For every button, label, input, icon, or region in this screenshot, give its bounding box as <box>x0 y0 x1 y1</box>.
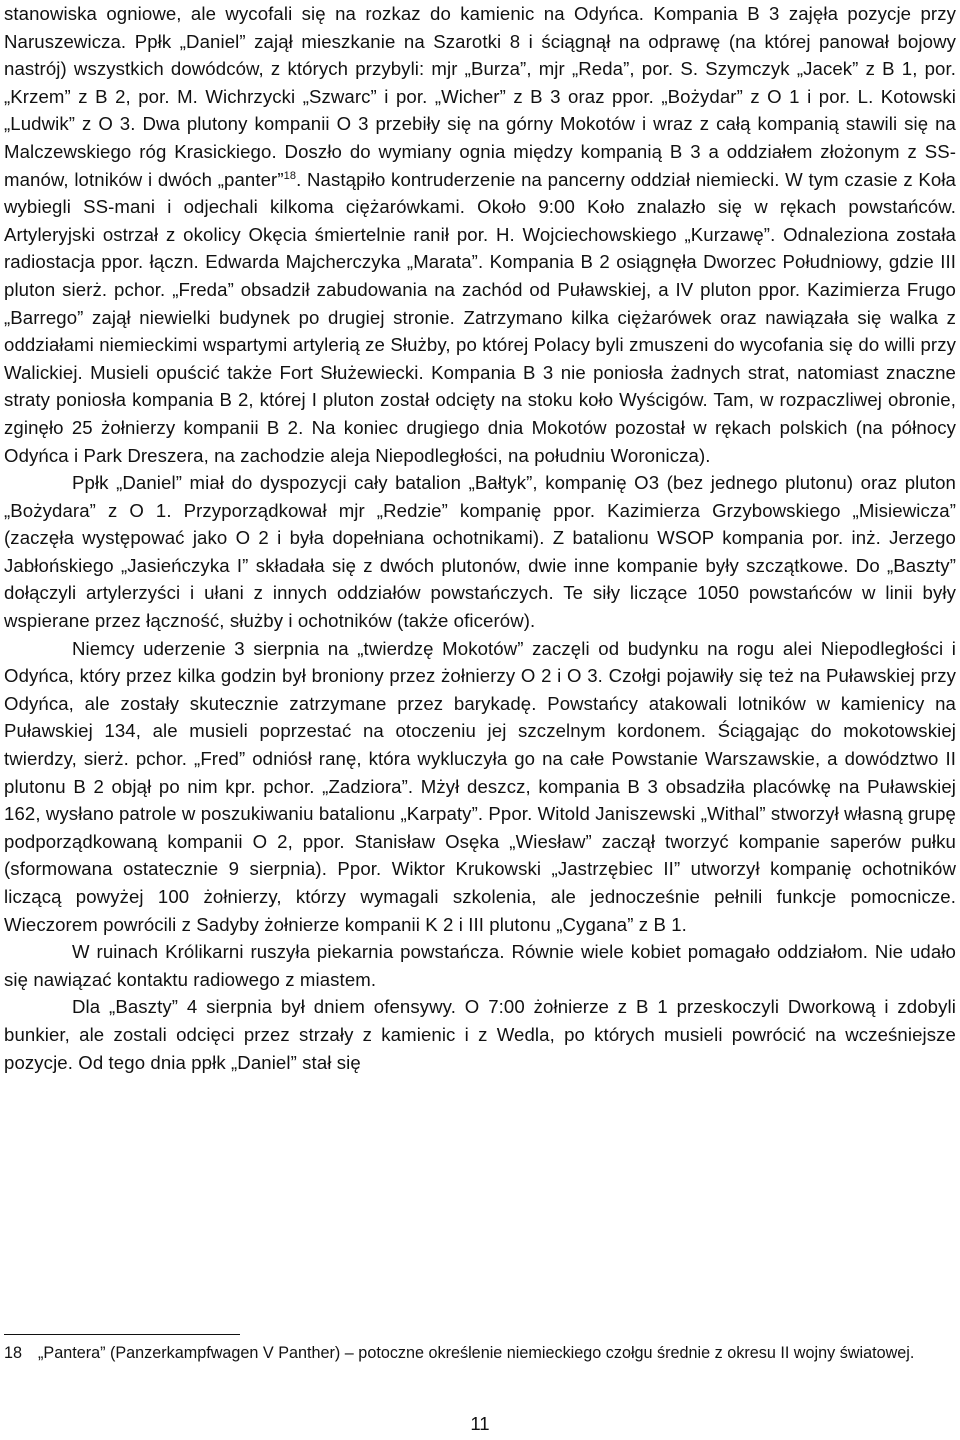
paragraph-4: W ruinach Królikarni ruszyła piekarnia powstańcza. Równie wiele kobiet pomagało oddziałom. Nie udało się nawiązać kontaktu radiowego z miastem. <box>4 941 956 990</box>
footnote-text: „Pantera” (Panzerkampfwagen V Panther) – potoczne określenie niemieckiego czołgu średnie z okresu II wojny światowej. <box>38 1344 915 1362</box>
page-number: 11 <box>470 1413 490 1434</box>
paragraph-3: Niemcy uderzenie 3 sierpnia na „twierdzę Mokotów” zaczęli od budynku na rogu alei Niepodległości i Odyńca, który przez kilka godzin był broniony przez żołnierzy O 2 i O 3. Czołgi pojawiły się też na Puławskiej przy Odyńca, ale zostały skutecznie zatrzymane przez barykadę. Powstańcy atakowali lotników w kamienicy na Puławskiej 134, ale musieli poprzestać na otoczeniu jej szczelnym kordonem. Ściągając do mokotowskiej twierdzy, sierż. pchor. „Fred” odniósł ranę, która wykluczyła go na całe Powstanie Warszawskie, a dowództwo II plutonu B 2 objął po nim kpr. pchor. „Zadziora”. Mżył deszcz, kompania B 3 obsadziła placówkę na Puławskiej 162, wysłano patrole w poszukiwaniu batalionu „Karpaty”. Ppor. Witold Janiszewski „Withal” stworzył własną grupę podporządkowaną kompanii O 2, ppor. Stanisław Osęka „Wiesław” zaczął tworzyć kompanie saperów pułku (sformowana ostatecznie 9 sierpnia). Ppor. Wiktor Krukowski „Jastrzębiec II” utworzył kompanię ochotników liczącą powyżej 100 żołnierzy, którzy wymagali szkolenia, ale jednocześnie pełnili funkcje pomocnicze. Wieczorem powrócili z Sadyby żołnierze kompanii K 2 i III plutonu „Cygana” z B 1. <box>4 637 956 935</box>
footnote-reference-18: 18 <box>283 169 297 182</box>
paragraph-1-text-a: stanowiska ogniowe, ale wycofali się na rozkaz do kamienic na Odyńca. Kompania B 3 zajęła pozycje przy Naruszewicza. Ppłk „Daniel” zajął mieszkanie na Szarotki 8 i ściągnął na odprawę (na której panował bojowy nastrój) wszystkich dowódców, z których przybyli: mjr „Burza”, mjr „Reda”, por. S. Szymczyk „Jacek” z B 1, por. „Krzem” z B 2, por. M. Wichrzycki „Szwarc” i por. „Wicher” z B 3 oraz ppor. „Bożydar” z O 1 i por. L. Kotowski „Ludwik” z O 3. Dwa plutony kompanii O 3 przebiły się na górny Mokotów i wraz z całą kompanią stawili się na Malczewskiego róg Krasickiego. Doszło do wymiany ognia między kompanią B 3 a oddziałem złożonym z SS-manów, lotników i dwóch „panter” <box>4 3 956 190</box>
paragraph-1 <box>4 0 956 469</box>
footnote-separator <box>4 1334 240 1335</box>
paragraph-2: Ppłk „Daniel” miał do dyspozycji cały batalion „Bałtyk”, kompanię O3 (bez jednego plutonu) oraz pluton „Bożydara” z O 1. Przyporządkował mjr „Redzie” kompanię ppor. Kazimierza Grzybowskiego „Misiewicza” (zaczęła występować jako O 2 i była dopełniana ochotnikami). Z batalionu WSOP kompania por. inż. Jerzego Jabłońskiego „Jasieńczyka I” składała się z dwóch plutonów, dwie inne kompanie były szczątkowe. Do „Baszty” dołączyli artylerzyści i ułani z innych oddziałów powstańczych. Te siły liczące 1050 powstańców w linii były wspierane przez łączność, służby i ochotników (także oficerów). <box>4 472 956 632</box>
paragraph-5: Dla „Baszty” 4 sierpnia był dniem ofensywy. O 7:00 żołnierze z B 1 przeskoczyli Dworkową i zdobyli bunkier, ale zostali odcięci przez strzały z kamienic i z Wedla, po których musieli powrócić na wcześniejsze pozycje. Od tego dnia ppłk „Daniel” stał się <box>4 996 956 1073</box>
paragraph-1-text-b: . Nastąpiło kontruderzenie na pancerny oddział niemiecki. W tym czasie z Koła wybiegli SS-mani i odjechali kilkoma ciężarówkami. Około 9:00 Koło znalazło się w rękach powstańców. Artyleryjski ostrzał z okolicy Okęcia śmiertelnie ranił por. H. Wojciechowskiego „Kurzawę”. Odnaleziona została radiostacja ppor. łączn. Edwarda Majcherczyka „Marata”. Kompania B 2 osiągnęła Dworzec Południowy, gdzie III pluton sierż. pchor. „Freda” obsadził zabudowania na zachód od Puławskiej, a IV pluton ppor. Kazimierza Frugo „Barrego” zajął niewielki budynek po drugiej stronie. Zatrzymano kilka ciężarówek oraz nawiązała się walka z oddziałami niemieckimi wspartymi artylerią ze Służby, po której Polacy byli zmuszeni do wycofania się do willi przy Walickiej. Musieli opuścić także Fort Służewiecki. Kompania B 3 nie poniosła żadnych strat, natomiast znaczne straty poniosła kompania B 2, której I pluton został odcięty na stoku koło Wyścigów. Tam, w rozpaczliwej obronie, zginęło 25 żołnierzy kompanii B 2. Na koniec drugiego dnia Mokotów pozostał w rękach polskich (na północy Odyńca i Park Dreszera, na zachodzie aleja Niepodległości, na południu Woronicza). <box>4 168 956 466</box>
page-body <box>4 0 956 1076</box>
footnote-number: 18 <box>4 1344 23 1362</box>
footnote-18 <box>4 1341 956 1366</box>
